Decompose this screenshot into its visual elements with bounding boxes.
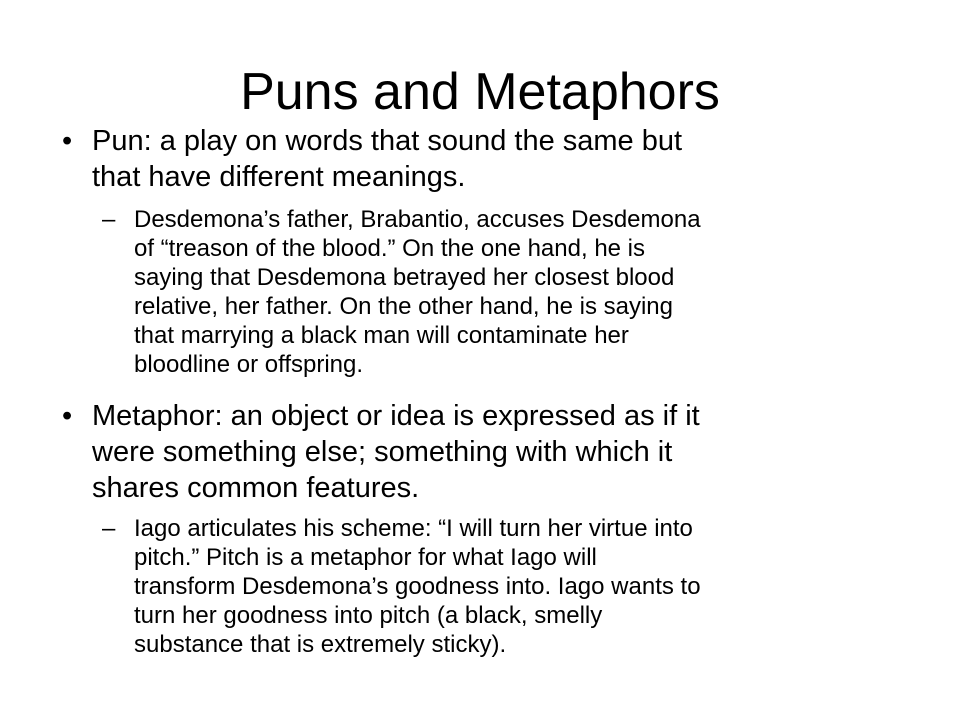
sub-bullet-line: pitch.” Pitch is a metaphor for what Iago will (134, 544, 597, 571)
sub-bullet-line: bloodline or offspring. (134, 351, 364, 378)
bullet-line: were something else; something with which it (92, 436, 673, 468)
sub-bullet-text (134, 205, 922, 379)
bullet-line: shares common features. (92, 472, 420, 504)
sub-bullet-marker: – (102, 515, 116, 542)
bullet-text (92, 398, 922, 506)
sub-bullet-line: of “treason of the blood.” On the one hand, he is (134, 235, 646, 262)
bullet-pun (62, 123, 922, 195)
sub-bullet-text (134, 514, 922, 659)
bullet-line: that have different meanings. (92, 161, 466, 193)
sub-bullet-line: turn her goodness into pitch (a black, smelly (134, 602, 603, 629)
bullet-text (92, 123, 922, 195)
sub-bullet-line: saying that Desdemona betrayed her closest blood (134, 264, 675, 291)
sub-bullet-line: that marrying a black man will contaminate her (134, 322, 629, 349)
bullet-line: Pun: a play on words that sound the same but (92, 125, 683, 157)
sub-bullet-line: relative, her father. On the other hand, he is saying (134, 293, 673, 320)
sub-bullet-line: Iago articulates his scheme: “I will turn her virtue into (134, 515, 693, 542)
bullet-marker: • (62, 400, 73, 432)
bullet-line: Metaphor: an object or idea is expressed as if it (92, 400, 700, 432)
bullet-marker: • (62, 125, 73, 157)
sub-bullet-line: Desdemona’s father, Brabantio, accuses Desdemona (134, 206, 701, 233)
sub-bullet-marker: – (102, 206, 116, 233)
sub-bullet-line: transform Desdemona’s goodness into. Iago wants to (134, 573, 701, 600)
bullet-metaphor (62, 398, 922, 506)
slide-title: Puns and Metaphors (240, 63, 720, 121)
sub-bullet-line: substance that is extremely sticky). (134, 631, 507, 658)
sub-bullet-metaphor-example (102, 514, 922, 659)
sub-bullet-pun-example (102, 205, 922, 379)
